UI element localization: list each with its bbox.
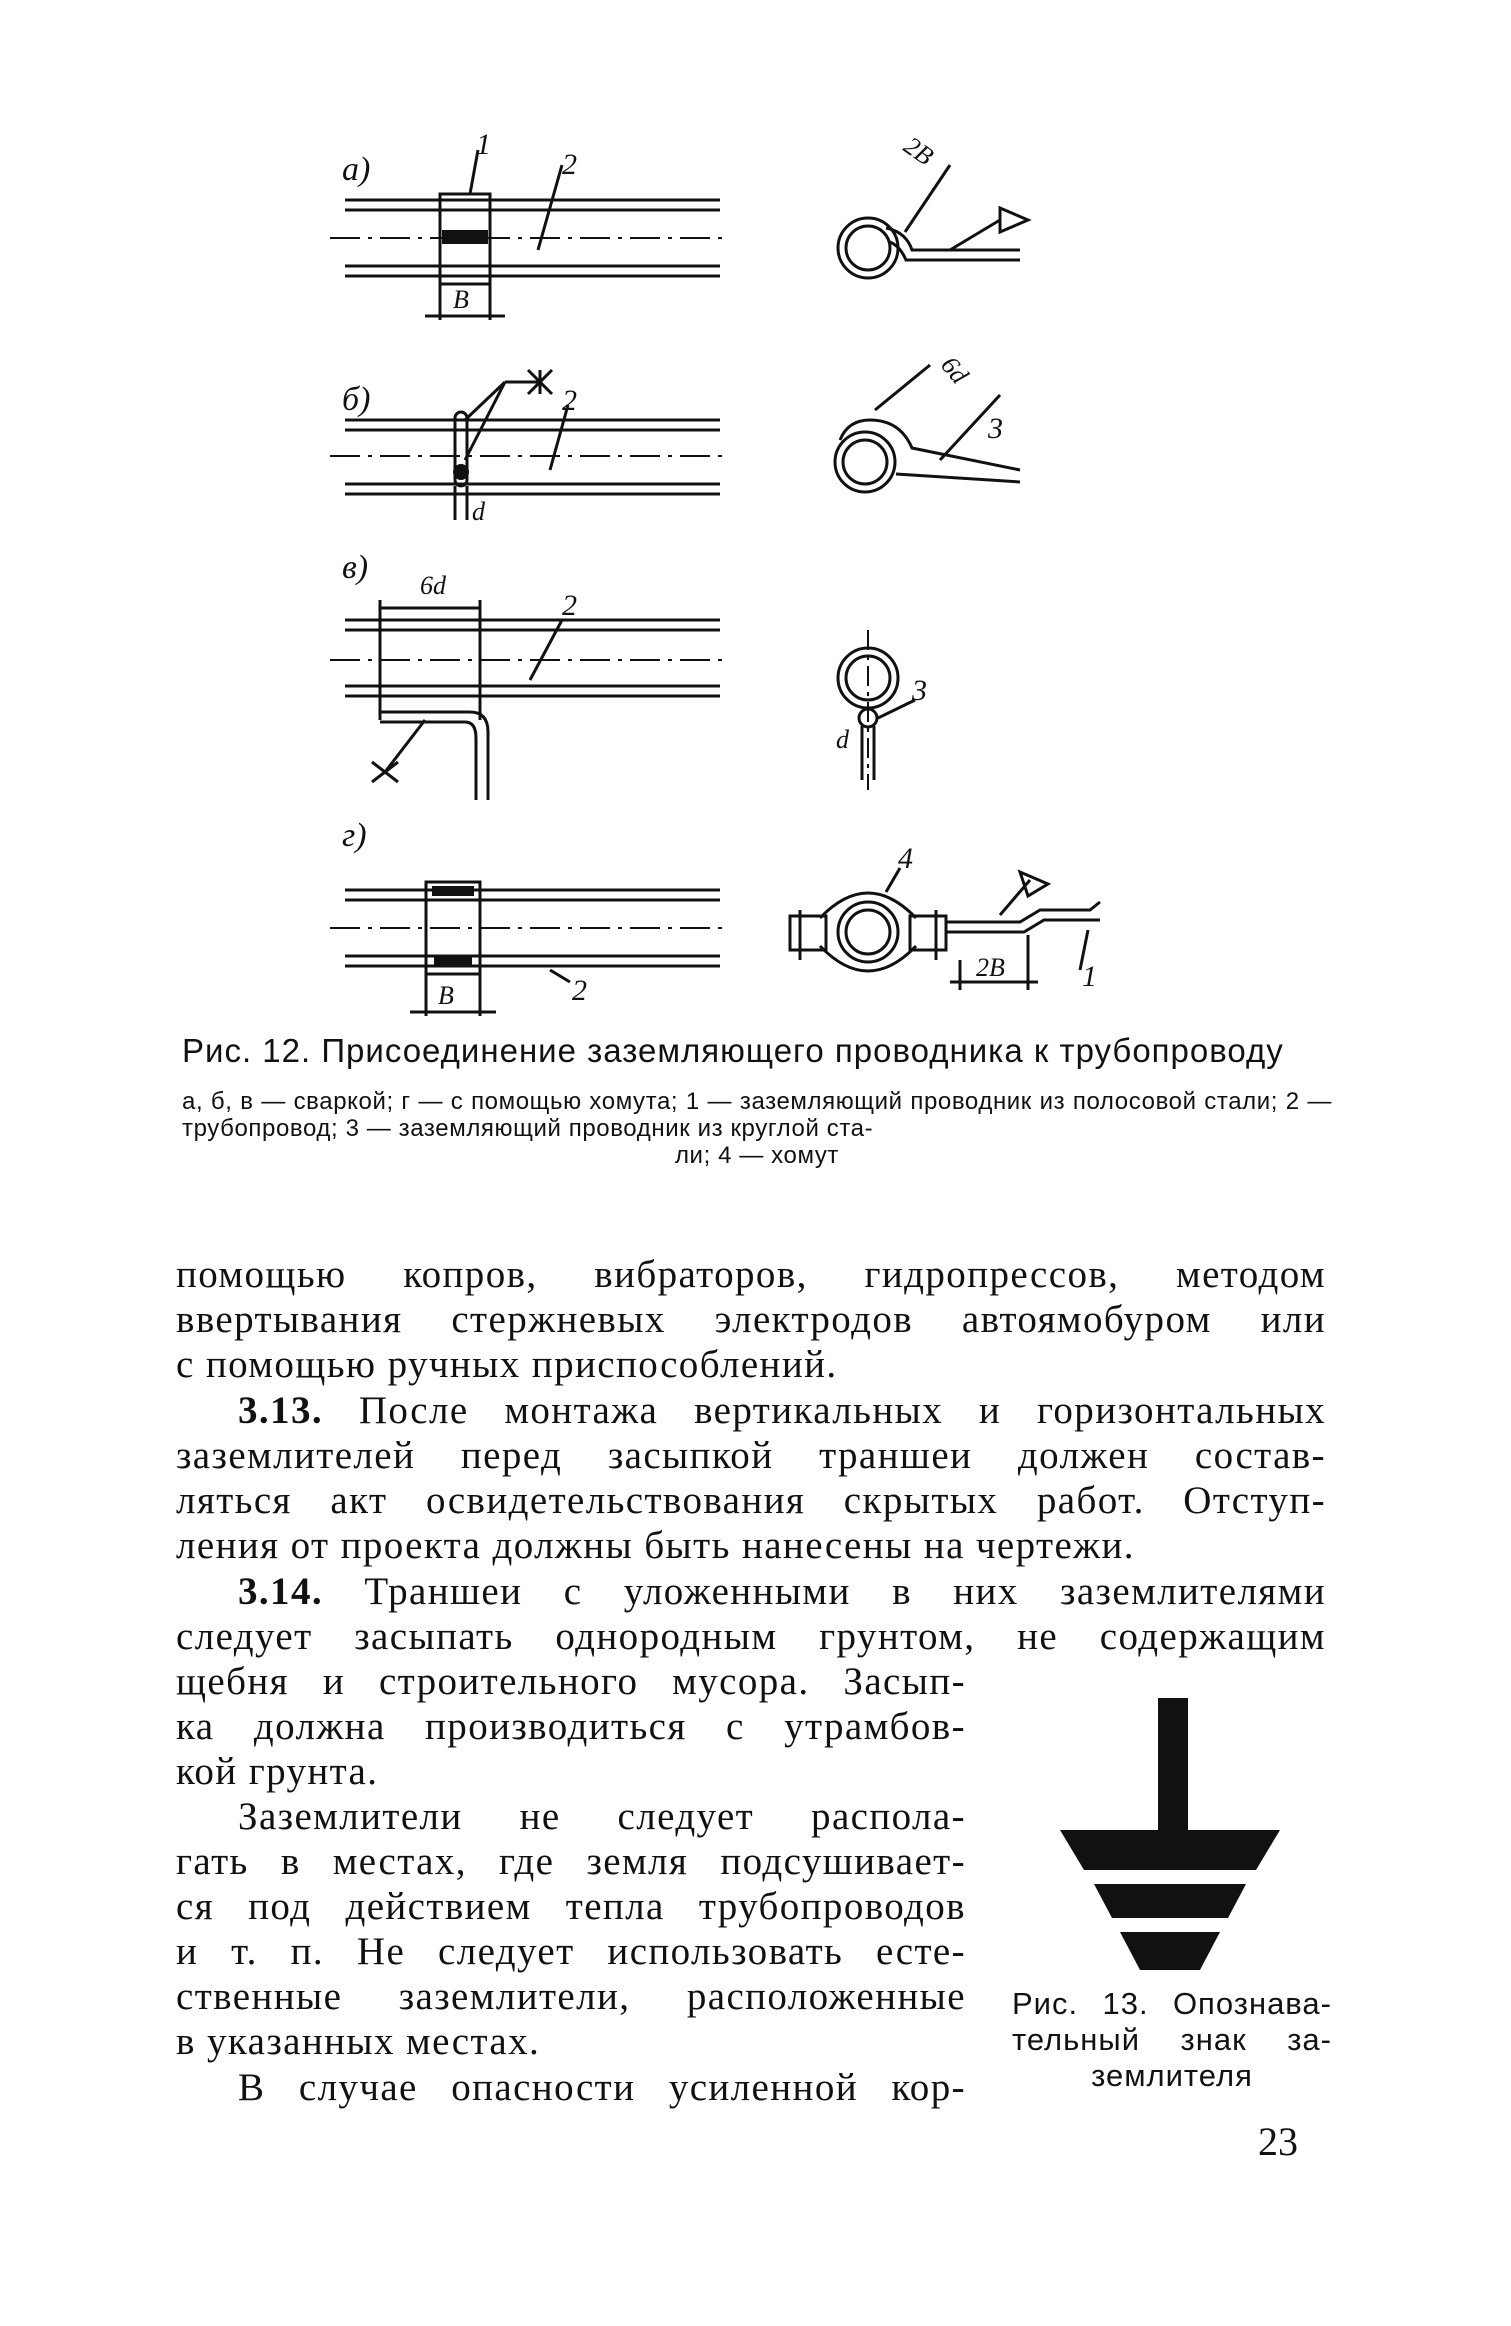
text-fragment: Траншеи с уложенными в них заземлителями [364,1570,1326,1613]
paragraph-continued [176,1252,1326,1387]
figure-13-caption [1012,1986,1332,2094]
label-a-1: 1 [476,128,491,161]
figure-12-legend-last: ли; 4 — хомут [674,1142,840,1169]
text-line: щебня и строительного мусора. Засып- [176,1660,966,1703]
text-line: Заземлители не следует распола- [238,1795,966,1838]
figure-12-drawing [300,120,1240,1020]
text-line: ка должна производиться с утрамбов- [176,1705,966,1748]
label-v-2: 2 [562,589,577,622]
section-number-3-13: 3.13. [238,1389,323,1432]
figure-12-caption-title: Рис. 12. Присоединение заземляющего проводника к трубопроводу [182,1032,1284,1069]
label-g: г) [342,817,367,854]
caption-line: Рис. 13. Опознава- [1012,1986,1332,2021]
label-g-2B: 2В [976,953,1005,982]
pipe-side-view-v [330,600,730,800]
pipe-section-v [838,630,915,790]
label-v: в) [342,549,369,586]
text-line: гать в местах, где земля подсушивает- [176,1840,966,1883]
label-b: б) [342,381,371,418]
pipe-side-view-g [330,882,730,1016]
text-line: ственные заземлители, расположенные [176,1975,966,2018]
label-b-6d: 6d [935,350,975,390]
label-b-d: d [472,497,485,526]
text-line: ввертывания стержневых электродов автоямобуром или [176,1298,1326,1341]
page-number: 23 [1258,2119,1298,2164]
text-line: ся под действием тепла трубопроводов [176,1885,966,1928]
label-a-2B: 2В [898,130,939,172]
label-g-1: 1 [1082,960,1097,993]
label-v-d: d [836,725,849,754]
label-g-2: 2 [572,974,587,1007]
label-a-B: В [453,285,469,314]
figure-12-legend-main: а, б, в — сваркой; г — с помощью хомута; 1 — заземляющий проводник из полосовой стали; 2 — трубопровод; 3 — заземляющий проводник из круглой ста- [182,1088,1332,1142]
label-b-2: 2 [562,384,577,417]
paragraph-3-14 [176,1569,1326,1659]
label-a-2: 2 [562,148,577,181]
text-line: В случае опасности усиленной кор- [238,2066,966,2109]
text-line: помощью копров, вибраторов, гидропрессов, методом [176,1253,1326,1296]
pipe-section-a [838,165,1028,278]
paragraph-grounding-placement [176,1794,966,2064]
text-fragment: После монтажа вертикальных и горизонтальных [358,1389,1327,1432]
pipe-section-g [790,868,1100,990]
label-v-6d: 6d [420,571,446,600]
label-g-4: 4 [898,842,913,875]
caption-line: землителя [1091,2058,1253,2093]
text-line: ляться акт освидетельствования скрытых работ. Отступ- [176,1479,1326,1522]
paragraph-corrosion [176,2065,966,2110]
text-line: заземлителей перед засыпкой траншеи должен состав- [176,1434,1326,1477]
text-line: в указанных местах. [176,2020,541,2063]
text-line: и т. п. Не следует использовать есте- [176,1930,966,1973]
ground-symbol-icon [1050,1698,1290,1980]
label-g-B: В [438,981,454,1010]
label-b-3: 3 [988,412,1003,445]
text-line: кой грунта. [176,1750,379,1793]
text-line: ления от проекта должны быть нанесены на чертежи. [176,1524,1135,1567]
paragraph-3-14-wrapped [176,1659,966,1794]
text-line: с помощью ручных приспособлений. [176,1343,838,1386]
section-number-3-14: 3.14. [238,1570,323,1613]
text-line [176,1388,1326,1433]
pipe-side-view-a [330,150,730,320]
label-v-3: 3 [912,674,927,707]
pipe-side-view-b [330,370,730,520]
text-line: следует засыпать однородным грунтом, не содержащим [176,1615,1326,1658]
label-a: а) [342,151,371,188]
caption-line: тельный знак за- [1012,2022,1332,2057]
figure-12-caption-legend [182,1088,1332,1169]
paragraph-3-13 [176,1388,1326,1568]
text-line [176,1569,1326,1614]
